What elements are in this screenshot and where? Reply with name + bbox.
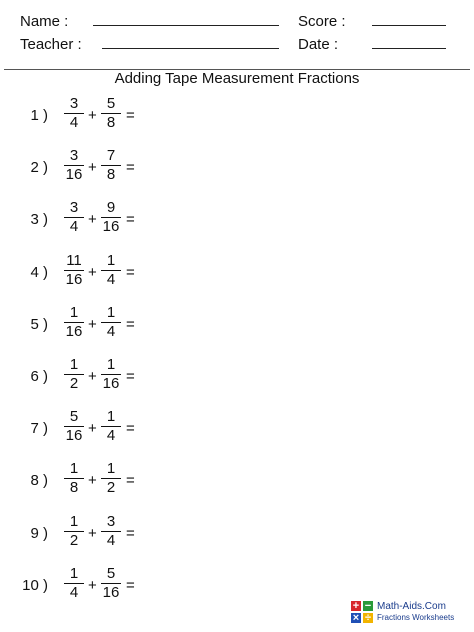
- teacher-field-line[interactable]: [102, 48, 279, 49]
- fraction-b-numerator: 1: [106, 460, 116, 478]
- plus-sign: +: [88, 263, 97, 281]
- fraction-b-numerator: 5: [106, 564, 116, 582]
- date-label: Date :: [298, 36, 339, 53]
- fraction-b-numerator: 3: [106, 512, 116, 530]
- fraction-a-numerator: 3: [69, 147, 79, 165]
- brand-block: [350, 600, 468, 628]
- problem-row: [0, 147, 474, 189]
- logo-tile: ÷: [362, 612, 374, 624]
- score-label: Score :: [298, 13, 346, 30]
- fraction-b-denominator: 4: [106, 427, 116, 445]
- fraction-b-numerator: 1: [106, 303, 116, 321]
- plus-sign: +: [88, 576, 97, 594]
- fraction-a-denominator: 4: [69, 583, 79, 601]
- problem-row: [0, 460, 474, 502]
- fraction-a-denominator: 16: [65, 427, 83, 445]
- problem-number: 5 ): [30, 315, 48, 333]
- fraction-b: [100, 408, 122, 445]
- fraction-b: [100, 147, 122, 184]
- logo-tile: +: [350, 600, 362, 612]
- problem-number: 1 ): [30, 107, 48, 124]
- fraction-a-denominator: 4: [69, 114, 79, 131]
- brand-name: Math-Aids.Com: [377, 601, 446, 612]
- problem-row: [0, 304, 474, 346]
- fraction-a-numerator: 1: [69, 512, 79, 530]
- fraction-a-numerator: 1: [69, 460, 79, 478]
- problem-number: 6 ): [30, 368, 48, 385]
- problem-number: 10 ): [22, 576, 48, 594]
- fraction-a: [63, 513, 85, 550]
- fraction-b-denominator: 16: [102, 375, 120, 392]
- plus-sign: +: [88, 420, 97, 438]
- problem-row: [0, 95, 474, 137]
- equals-sign: =: [126, 524, 135, 542]
- equals-sign: =: [126, 576, 135, 594]
- fraction-b: [100, 95, 122, 132]
- fraction-a-denominator: 16: [65, 166, 83, 184]
- fraction-b-numerator: 5: [106, 95, 116, 112]
- brand-subtitle: Fractions Worksheets: [377, 613, 455, 622]
- fraction-b: [100, 199, 122, 236]
- fraction-a-denominator: 8: [69, 479, 79, 497]
- fraction-b-denominator: 4: [106, 322, 116, 340]
- fraction-b-denominator: 16: [102, 583, 120, 601]
- fraction-b-numerator: 1: [106, 408, 116, 426]
- name-label: Name :: [20, 13, 69, 30]
- name-field-line[interactable]: [93, 25, 279, 26]
- fraction-a: [63, 460, 85, 497]
- fraction-b-numerator: 9: [106, 199, 116, 217]
- logo-tile: −: [362, 600, 374, 612]
- plus-sign: +: [88, 315, 97, 333]
- fraction-a: [63, 199, 85, 236]
- fraction-b-numerator: 1: [106, 251, 116, 269]
- fraction-b-denominator: 4: [106, 531, 116, 549]
- fraction-b-denominator: 4: [106, 270, 116, 288]
- equals-sign: =: [126, 211, 135, 229]
- fraction-a: [63, 252, 85, 289]
- fraction-a-numerator: 1: [69, 303, 79, 321]
- plus-sign: +: [88, 524, 97, 542]
- fraction-a: [63, 304, 85, 341]
- fraction-b: [100, 513, 122, 550]
- fraction-b: [100, 565, 122, 602]
- equals-sign: =: [126, 159, 135, 177]
- plus-sign: +: [88, 472, 97, 490]
- problem-number: 2 ): [30, 159, 48, 177]
- fraction-b-numerator: 7: [106, 147, 116, 165]
- fraction-a: [63, 356, 85, 393]
- plus-sign: +: [88, 368, 97, 385]
- equals-sign: =: [126, 420, 135, 438]
- fraction-b-denominator: 2: [106, 479, 116, 497]
- equals-sign: =: [126, 263, 135, 281]
- fraction-b-denominator: 8: [106, 114, 116, 131]
- plus-sign: +: [88, 107, 97, 124]
- problem-row: [0, 252, 474, 294]
- math-operations-logo-icon: [350, 600, 374, 624]
- fraction-a-denominator: 4: [69, 218, 79, 236]
- fraction-a-numerator: 3: [69, 199, 79, 217]
- date-field-line[interactable]: [372, 48, 446, 49]
- fraction-b-numerator: 1: [106, 356, 116, 373]
- problem-row: [0, 513, 474, 555]
- problem-number: 3 ): [30, 211, 48, 229]
- fraction-a-denominator: 16: [65, 270, 83, 288]
- problem-number: 4 ): [30, 263, 48, 281]
- worksheet-title: Adding Tape Measurement Fractions: [114, 70, 360, 87]
- equals-sign: =: [126, 472, 135, 490]
- fraction-a: [63, 565, 85, 602]
- fraction-a-numerator: 1: [69, 356, 79, 373]
- fraction-b: [100, 304, 122, 341]
- score-field-line[interactable]: [372, 25, 446, 26]
- problem-number: 7 ): [30, 420, 48, 438]
- fraction-b: [100, 460, 122, 497]
- teacher-label: Teacher :: [20, 36, 82, 53]
- fraction-a: [63, 95, 85, 132]
- fraction-a-numerator: 3: [69, 95, 79, 112]
- problem-row: [0, 199, 474, 241]
- equals-sign: =: [126, 107, 135, 124]
- plus-sign: +: [88, 211, 97, 229]
- fraction-a: [63, 147, 85, 184]
- problem-row: [0, 356, 474, 398]
- fraction-a-denominator: 2: [69, 375, 79, 392]
- problem-row: [0, 408, 474, 450]
- fraction-a: [63, 408, 85, 445]
- plus-sign: +: [88, 159, 97, 177]
- fraction-b: [100, 252, 122, 289]
- fraction-b: [100, 356, 122, 393]
- fraction-b-denominator: 8: [106, 166, 116, 184]
- fraction-b-denominator: 16: [102, 218, 120, 236]
- fraction-a-numerator: 11: [66, 251, 82, 269]
- fraction-a-denominator: 16: [65, 322, 83, 340]
- fraction-a-numerator: 1: [69, 564, 79, 582]
- problem-number: 9 ): [30, 524, 48, 542]
- logo-tile: ×: [350, 612, 362, 624]
- equals-sign: =: [126, 368, 135, 385]
- equals-sign: =: [126, 315, 135, 333]
- problem-number: 8 ): [30, 472, 48, 490]
- fraction-a-denominator: 2: [69, 531, 79, 549]
- fraction-a-numerator: 5: [69, 408, 79, 426]
